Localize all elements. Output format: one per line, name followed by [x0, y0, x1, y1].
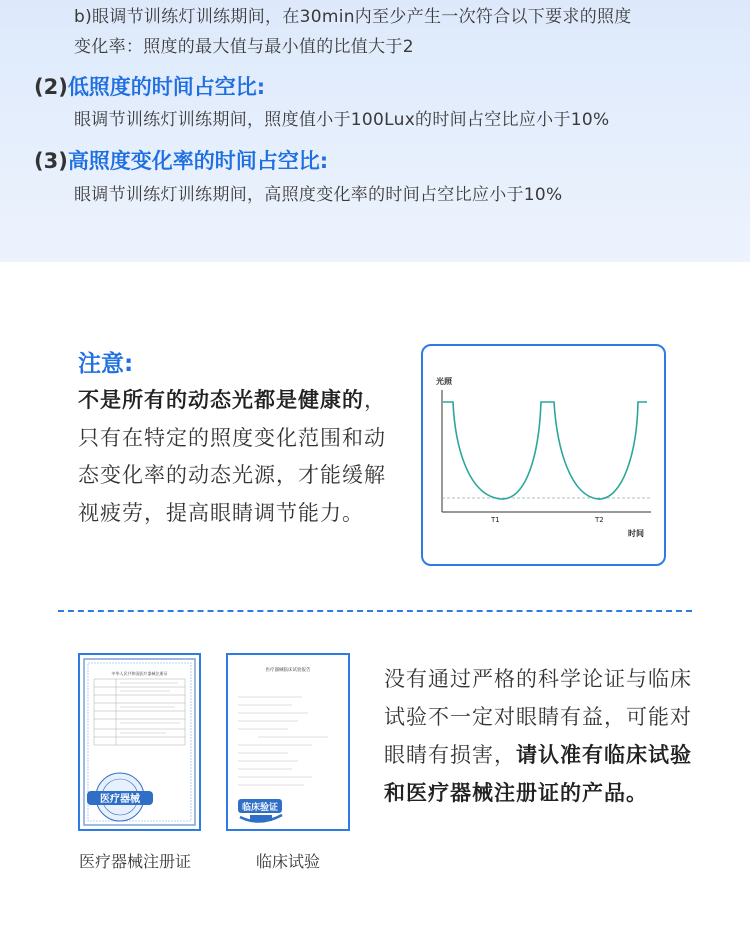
requirement-2-text: 眼调节训练灯训练期间，照度值小于100Lux的时间占空比应小于10%: [74, 110, 610, 130]
illuminance-chart-card: [421, 344, 666, 566]
requirement-3-number: (3): [34, 149, 68, 173]
warning-bold-text: 请认准有临床试验和医疗器械注册证的产品。: [384, 743, 692, 805]
cert1-stamp: 医疗器械: [100, 794, 140, 805]
note-rest-text: ，只有在特定的照度变化范围和动态变化率的动态光源，才能缓解视疲劳，提高眼睛调节能力。: [78, 388, 386, 525]
requirement-2-heading: [34, 71, 265, 101]
requirement-3-heading: [34, 145, 328, 175]
note-body: [78, 382, 388, 532]
requirement-3-title: 高照度变化率的时间占空比:: [67, 149, 329, 173]
requirement-2-title: 低照度的时间占空比:: [67, 75, 266, 99]
chart-tick-t2: T2: [595, 516, 604, 524]
requirement-b-line1: b)眼调节训练灯训练期间，在30min内至少产生一次符合以下要求的照度: [74, 7, 632, 27]
registration-certificate-caption: 医疗器械注册证: [79, 852, 192, 871]
requirement-b-line2: 变化率：照度的最大值与最小值的比值大于2: [74, 37, 414, 57]
chart-xlabel: 时间: [628, 529, 644, 538]
cert2-stamp: 临床验证: [241, 803, 279, 813]
clinical-trial-report-image: [226, 653, 350, 831]
certificate-drawing: [80, 655, 199, 829]
cert2-header: 医疗器械临床试验报告: [265, 668, 311, 673]
chart-ylabel: 光照: [436, 377, 452, 386]
clinical-trial-caption: 临床试验: [256, 852, 321, 871]
note-title: 注意:: [78, 351, 134, 377]
requirement-3-text: 眼调节训练灯训练期间，高照度变化率的时间占空比应小于10%: [74, 185, 563, 205]
note-bold-text: 不是所有的动态光都是健康的: [78, 388, 364, 412]
section-divider: [58, 610, 692, 612]
chart-series-curve: [443, 402, 647, 499]
illuminance-chart: [423, 346, 664, 564]
warning-paragraph: [384, 660, 694, 812]
chart-tick-t1: T1: [491, 516, 500, 524]
registration-certificate-image: [78, 653, 201, 831]
warning-normal-text: 没有通过严格的科学论证与临床试验不一定对眼睛有益，可能对眼睛有损害，: [384, 667, 692, 767]
cert1-header: 中华人民共和国医疗器械注册证: [111, 671, 168, 676]
requirement-2-number: (2): [34, 75, 68, 99]
clinical-report-drawing: [228, 655, 348, 829]
